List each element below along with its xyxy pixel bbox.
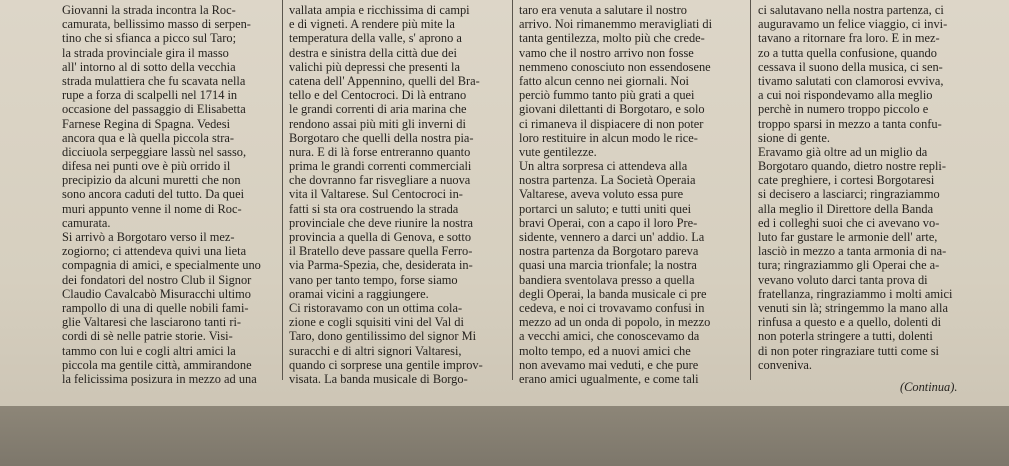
text-line: temperatura della valle, s' aprono a [289,31,462,46]
column-rule [282,0,283,380]
text-line: valichi più depressi che presenti la [289,59,461,74]
text-line: a cui noi rispondevamo alla meglio [758,88,933,103]
text-line: il Bratello deve passare quella Ferro- [289,244,473,259]
text-line: zogiorno; ci attendeva quivi una lieta [62,244,247,259]
text-line: nemmeno conosciuto non essendosene [519,59,711,74]
text-line: tanta gentilezza, molto più che crede- [519,31,705,46]
text-line: sono ancora caduti del tutto. Da quei [62,187,245,202]
text-line: fatto alcun cenno nei giornali. Noi [519,73,689,88]
text-column-1 [62,3,274,386]
text-line: occasione del passaggio di Elisabetta [62,102,246,117]
text-line: sione di gente. [758,130,830,145]
text-line: perciò fummo tanto più grati a quei [519,88,695,103]
text-line: catena dell' Appennino, quelli del Bra- [289,73,480,88]
text-line: degli Operai, la banda musicale ci pre [519,286,707,301]
text-line: visata. La banda musicale di Borgo- [289,371,468,386]
text-line: di non poter ringraziare tutti come si [758,343,939,358]
text-line: Borgotaro che quelli della nostra pia- [289,130,474,145]
text-line: camurata. [62,215,111,230]
text-line: a vecchi amici, che conoscevamo da [519,329,700,344]
text-line: fatti si sta ora costruendo la strada [289,201,459,216]
text-line: troppo sparsi in mezzo a tanta confu- [758,116,942,131]
text-line: perchè in numero troppo piccolo e [758,102,929,117]
text-line: compagnia di amici, e specialmente uno [62,258,261,273]
text-column-3 [519,3,743,386]
column-rule [750,0,751,380]
page-edge [0,406,1009,466]
text-line: rupe a forza di scalpelli nel 1714 in [62,88,238,103]
text-line: cate preghiere, i cortesi Borgotaresi [758,173,935,188]
text-line: erano amici ugualmente, e come tali [519,371,699,386]
text-line: nostra partenza. La Società Operaia [519,173,696,188]
text-line: ancora qua e là quella piccola stra- [62,130,234,145]
text-line: tura; ringraziammo gli Operai che a- [758,258,940,273]
text-line: Ci ristoravamo con un ottima cola- [289,300,463,315]
text-line: loro restituire in alcun modo le rice- [519,130,698,145]
text-column-4 [758,3,994,372]
text-line: vute gentilezze. [519,144,597,159]
text-line: piccola ma gentile città, ammirandone [62,357,252,372]
text-line: vevano voluto darci tanta prova di [758,272,928,287]
text-line: taro era venuta a salutare il nostro [519,3,687,17]
text-line: rendono assai più miti gli inverni di [289,116,466,131]
text-line: cessava il suono della musica, ci sen- [758,59,943,74]
text-line: strada mulattiera che fu scavata nella [62,73,246,88]
text-line: fratellanza, ringraziammo i molti amici [758,286,953,301]
text-line: dei fondatori del nostro Club il Signor [62,272,252,287]
text-line: ed i colleghi suoi che ci avevano vo- [758,215,940,230]
text-line: Eravamo già oltre ad un miglio da [758,144,928,159]
text-line: glie Valtaresi che lasciarono tanti ri- [62,315,242,330]
text-line: via Parma-Spezia, che, desiderata in- [289,258,473,273]
text-line: ci rimaneva il dispiacere di non poter [519,116,704,131]
text-line: ci salutavano nella nostra partenza, ci [758,3,944,17]
text-line: zione e cogli squisiti vini del Val di [289,315,464,330]
text-line: destra e sinistra della città due dei [289,45,457,60]
text-line: Giovanni la strada incontra la Roc- [62,3,236,17]
text-line: non avevamo mai veduti, e che pure [519,357,699,372]
text-line: tivamo salutati con clamorosi evviva, [758,73,944,88]
text-line: tavano a ritornare fra loro. E in mez- [758,31,940,46]
text-line: precipizio da alcuni muretti che non [62,173,241,188]
text-line: all' intorno al di sotto della vecchia [62,59,236,74]
text-line: lasciò in mezzo a tanta armonia di na- [758,244,947,259]
text-line: sidente, vennero a darci un' addio. La [519,230,705,244]
text-line: cordi di sè nelle patrie storie. Visi- [62,329,233,344]
text-line: Un altra sorpresa ci attendeva alla [519,159,688,174]
text-line: Valtarese, aveva voluto essa pure [519,187,684,202]
text-line: la felicissima posizura in mezzo ad una [62,371,257,386]
text-line: cedeva, e noi ci trovavamo confusi in [519,300,705,315]
text-line: tino che si sfianca a picco sul Taro; [62,31,237,46]
text-line: Farnese Regina di Spagna. Vedesi [62,116,231,131]
text-line: auguravamo un felice viaggio, ci invi- [758,17,948,32]
text-line: mezzo ad un onda di popolo, in mezzo [519,315,711,330]
text-line: vita il Valtarese. Sul Centocroci in- [289,187,463,202]
column-rule [512,0,513,380]
text-line: nura. E di là forse entreranno quanto [289,144,471,159]
text-line: non poterla stringere a tutti, dolenti [758,329,933,344]
text-line: vamo che il nostro arrivo non fosse [519,45,694,60]
text-line: arrivo. Noi rimanemmo meravigliati di [519,17,713,32]
text-line: quando ci sorprese una gentile improv- [289,357,483,372]
text-line: vallata ampia e ricchissima di campi [289,3,470,17]
text-line: luto far gustare le armonie dell' arte, [758,230,938,244]
text-line: vano per tanto tempo, forse siamo [289,272,458,287]
text-line: zo a tutta quella confusione, quando [758,45,937,60]
text-line: e di vigneti. A rendere più mite la [289,17,455,32]
text-line: Si arrivò a Borgotaro verso il mez- [62,230,235,244]
text-line: provinciale che deve riunire la nostra [289,215,474,230]
text-line: la strada provinciale gira il masso [62,45,229,60]
text-line: alla meglio il Direttore della Banda [758,201,934,216]
text-line: giovani dilettanti di Borgotaro, e solo [519,102,705,117]
text-line: portarci un saluto; e tutti uniti quei [519,201,692,216]
text-line: venuti sin là; stringemmo la mano alla [758,300,948,315]
text-line: muri appunto venne il nome di Roc- [62,201,242,216]
text-line: oramai vicini a raggiungere. [289,286,429,301]
text-line: dicciuola serpeggiare lassù nel sasso, [62,144,247,159]
text-line: molto tempo, ed a nuovi amici che [519,343,691,358]
text-line: rinfusa a questo e a quello, dolenti di [758,315,942,330]
text-line: si decisero a lasciarci; ringraziammo [758,187,940,202]
continuation-note: (Continua). [900,380,958,394]
text-line: camurata, bellissimo masso di serpen- [62,17,251,32]
text-line: rampollo di una di quelle nobili fami- [62,300,249,315]
text-line: bandiera sventolava presso a quella [519,272,695,287]
text-line: difesa nei punti ove è più orrido il [62,159,231,174]
text-line: nostra partenza da Borgotaro pareva [519,244,699,259]
text-line: provincia a quella di Genova, e sotto [289,230,472,244]
text-line: quasi una marcia trionfale; la nostra [519,258,697,273]
text-line: tello e del Centocroci. Di là entrano [289,88,467,103]
text-column-2 [289,3,501,386]
text-line: suracchi e di altri signori Valtaresi, [289,343,462,358]
text-line: prima le grandi correnti commerciali [289,159,472,174]
text-line: le grandi correnti di aria marina che [289,102,467,117]
text-line: bravi Operai, con a capo il loro Pre- [519,215,698,230]
text-line: Taro, dono gentilissimo del signor Mi [289,329,477,344]
text-line: Borgotaro quando, dietro nostre repli- [758,159,946,174]
text-line: Claudio Cavalcabò Misuracchi ultimo [62,286,251,301]
text-line: che dovranno far risvegliare a nuova [289,173,471,188]
text-line: tammo con lui e cogli altri amici la [62,343,236,358]
text-line: conveniva. [758,357,813,372]
